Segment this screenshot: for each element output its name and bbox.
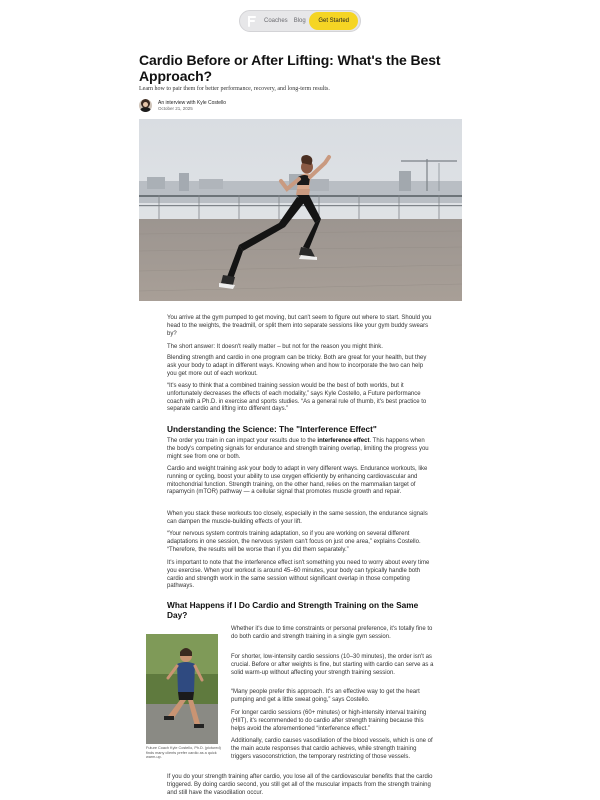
author-name: An interview with Kyle Costello xyxy=(158,99,227,106)
paragraph-strength-after-cardio: If you do your strength training after cardio, you lose all of the cardiovascular benefits that the cardio triggered. By doing cardio second, you still get all of the muscular impacts from the strength training and still have the vasodilation occur. xyxy=(167,774,433,796)
paragraph-intro: You arrive at the gym pumped to get moving, but can't seem to figure out where to start. Should you head to the weights, the treadmill, or split them into separate sessions like your gym buddy swears by? xyxy=(167,315,432,337)
paragraph-blending: Blending strength and cardio in one program can be tricky. Both are great for your health, but they ask your body to adapt in different ways. Knowing when and how to incorporate the two can help you get more out of each workout. xyxy=(167,355,427,377)
get-started-button[interactable]: Get Started xyxy=(309,12,358,30)
photo-caption: Future Coach Kyle Costello, Ph.D. (pictured) finds many clients prefer cardio as a quick warm-up. xyxy=(146,746,221,760)
paragraph-short-cardio: For shorter, low-intensity cardio sessions (10–30 minutes), the order isn't as crucial. Before or after weights is fine, but starting with cardio can serve as a solid warm-up without affecting your strength training session. xyxy=(231,654,434,676)
section-heading-same-day: What Happens if I Do Cardio and Strength Training on the Same Day? xyxy=(167,600,419,620)
nav-link-coaches[interactable]: Coaches xyxy=(264,18,288,24)
article-title: Cardio Before or After Lifting: What's the Best Approach? xyxy=(139,52,441,84)
publish-date: October 21, 2025 xyxy=(158,105,193,111)
f-logo-icon[interactable] xyxy=(245,14,259,28)
avatar xyxy=(139,99,152,112)
paragraph-adaptation: Cardio and weight training ask your body to adapt in very different ways. Endurance workouts, like running or cycling, boost your ability to use oxygen efficiently by enhancing cardiovascular and mitochondrial function. Strength training, on the other hand, relies on the mammalian target of rapamycin (mTOR) pathway — a cellular signal that promotes muscle growth and repair. xyxy=(167,466,428,496)
paragraph-single-session: Whether it's due to time constraints or personal preference, it's totally fine to do both cardio and strength training in a single gym session. xyxy=(231,626,433,640)
section-heading-science: Understanding the Science: The "Interference Effect" xyxy=(167,424,377,434)
paragraph-quote-costello: “It's easy to think that a combined training session would be the best of both worlds, but it unfortunately decreases the effects of each modality,” says Kyle Costello, a Future performance coach with a Ph.D. in exercise and sports studies. “As a general rule of thumb, it's best practice to separate cardio and lifting into different days.” xyxy=(167,383,427,413)
paragraph-nervous-system: “Your nervous system controls training adaptation, so if you are working on several different adaptations in one session, the nervous system can't focus on just one area,” explains Costello. “Therefore, the results will be worse than if you did them separately.” xyxy=(167,531,421,553)
hero-image xyxy=(139,119,462,301)
paragraph-stacking: When you stack these workouts too closely, especially in the same session, the endurance signals can dampen the muscle-building effects of your lift. xyxy=(167,511,428,525)
nav-link-blog[interactable]: Blog xyxy=(293,18,306,24)
top-nav xyxy=(239,10,361,32)
article-subtitle: Learn how to pair them for better performance, recovery, and long-term results. xyxy=(139,86,330,92)
paragraph-short-answer: The short answer: It doesn't really matter – but not for the reason you might think. xyxy=(167,344,383,350)
paragraph-interference: The order you train in can impact your results due to the interference effect. This happens when the body's competing signals for endurance and strength training overlap, limiting the progress you might see from one or both. xyxy=(167,438,429,460)
author-byline xyxy=(139,99,226,112)
coach-photo xyxy=(146,634,218,744)
paragraph-workout-length: It's important to note that the interference effect isn't something you need to worry about every time you exercise. When your workout is around 45–60 minutes, your body can typically handle both cardio and strength work in the same session without significant overlap in those competing pathways. xyxy=(167,560,430,590)
paragraph-long-cardio: For longer cardio sessions (60+ minutes) or high-intensity interval training (HIIT), it's recommended to do cardio after strength training because this helps avoid the aforementioned “interference effect.” xyxy=(231,710,427,732)
paragraph-quote-warmup: “Many people prefer this approach. It's an effective way to get the heart pumping and get a little sweat going,” says Costello. xyxy=(231,689,420,703)
paragraph-vasodilation: Additionally, cardio causes vasodilation of the blood vessels, which is one of the main acute responses that cardio achieves, while strength training triggers vasoconstriction, the temporary restricting of those vessels. xyxy=(231,738,433,760)
interference-effect-term: interference effect xyxy=(317,438,370,444)
